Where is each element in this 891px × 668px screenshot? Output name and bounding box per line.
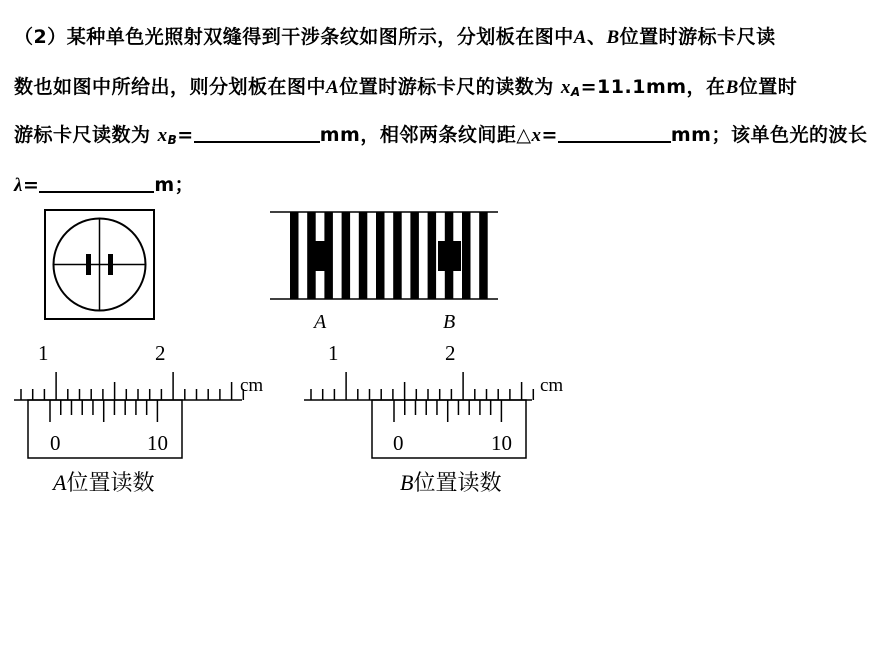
- lambda-equals: =: [22, 174, 40, 196]
- reticle-mark-left: [86, 254, 91, 275]
- fringe-figure: [270, 212, 498, 333]
- separator: 、: [586, 26, 607, 48]
- vernier-a-main-1: 1: [38, 341, 49, 365]
- xb-subscript: B: [167, 133, 178, 147]
- dx-symbol: x: [531, 125, 542, 146]
- fringe-stripe: [479, 212, 488, 299]
- fringe-marker-a: [309, 241, 332, 271]
- caption-b-text: 位置读数: [413, 470, 502, 495]
- fringe-stripe: [462, 212, 471, 299]
- reticle-figure: [45, 210, 154, 319]
- question-text-3a: 游标卡尺读数为: [14, 124, 151, 146]
- mm-text-1: mm，相邻两条纹间距△: [319, 124, 532, 146]
- fringe-marker-b: [438, 241, 461, 271]
- xa-value: =11.1mm: [580, 76, 687, 98]
- dx-equals: =: [541, 124, 558, 146]
- vernier-a-ticks: [14, 372, 243, 458]
- vernier-b: [304, 341, 563, 495]
- question-number: （2）: [14, 26, 67, 48]
- question-text-1b: 位置时游标卡尺读: [619, 26, 776, 48]
- fringe-label-b: B: [443, 311, 456, 333]
- vernier-b-main-1: 1: [328, 341, 339, 365]
- xb-symbol: x: [157, 125, 168, 146]
- caption-a-text: 位置读数: [66, 470, 155, 495]
- vernier-b-ten: 10: [491, 431, 512, 455]
- question-text-2b: 位置时游标卡尺的读数为: [339, 76, 554, 98]
- mm-text-2: mm；该单色光的波长: [670, 124, 868, 146]
- fringe-stripe: [290, 212, 299, 299]
- fringe-stripe: [376, 212, 385, 299]
- vernier-b-unit: cm: [540, 375, 564, 396]
- vernier-b-main-2: 2: [445, 341, 456, 365]
- fringe-stripe: [393, 212, 402, 299]
- position-a-label-2: A: [326, 77, 340, 98]
- fringe-stripe: [342, 212, 351, 299]
- vernier-a-unit: cm: [240, 375, 264, 396]
- xb-equals: =: [177, 124, 194, 146]
- xa-symbol: x: [560, 77, 571, 98]
- position-b-label-2: B: [725, 77, 739, 98]
- fringe-label-a: A: [314, 311, 327, 333]
- caption-a: [51, 470, 154, 495]
- vernier-a-zero: 0: [50, 431, 61, 455]
- position-b-label: B: [606, 27, 620, 48]
- question-text-2a: 数也如图中所给出，则分划板在图中: [14, 76, 327, 98]
- question-text-2d: 位置时: [738, 76, 798, 98]
- fringe-stripe: [359, 212, 368, 299]
- fringe-stripe: [410, 212, 419, 299]
- m-unit: m；: [154, 174, 195, 196]
- reticle-mark-right: [108, 254, 113, 275]
- position-a-label: A: [573, 27, 587, 48]
- caption-a-pos: A: [53, 470, 67, 495]
- question-text-2c: ，在: [686, 76, 726, 98]
- fringe-stripe: [428, 212, 437, 299]
- caption-b: [400, 470, 501, 495]
- vernier-b-zero: 0: [393, 431, 404, 455]
- vernier-a: [14, 341, 263, 495]
- caption-b-pos: B: [400, 470, 414, 495]
- xa-subscript: A: [570, 85, 581, 99]
- vernier-a-ten: 10: [147, 431, 168, 455]
- question-text-1a: 某种单色光照射双缝得到干涉条纹如图所示，分划板在图中: [66, 26, 574, 48]
- vernier-a-main-2: 2: [155, 341, 166, 365]
- lambda-symbol: λ: [14, 175, 23, 196]
